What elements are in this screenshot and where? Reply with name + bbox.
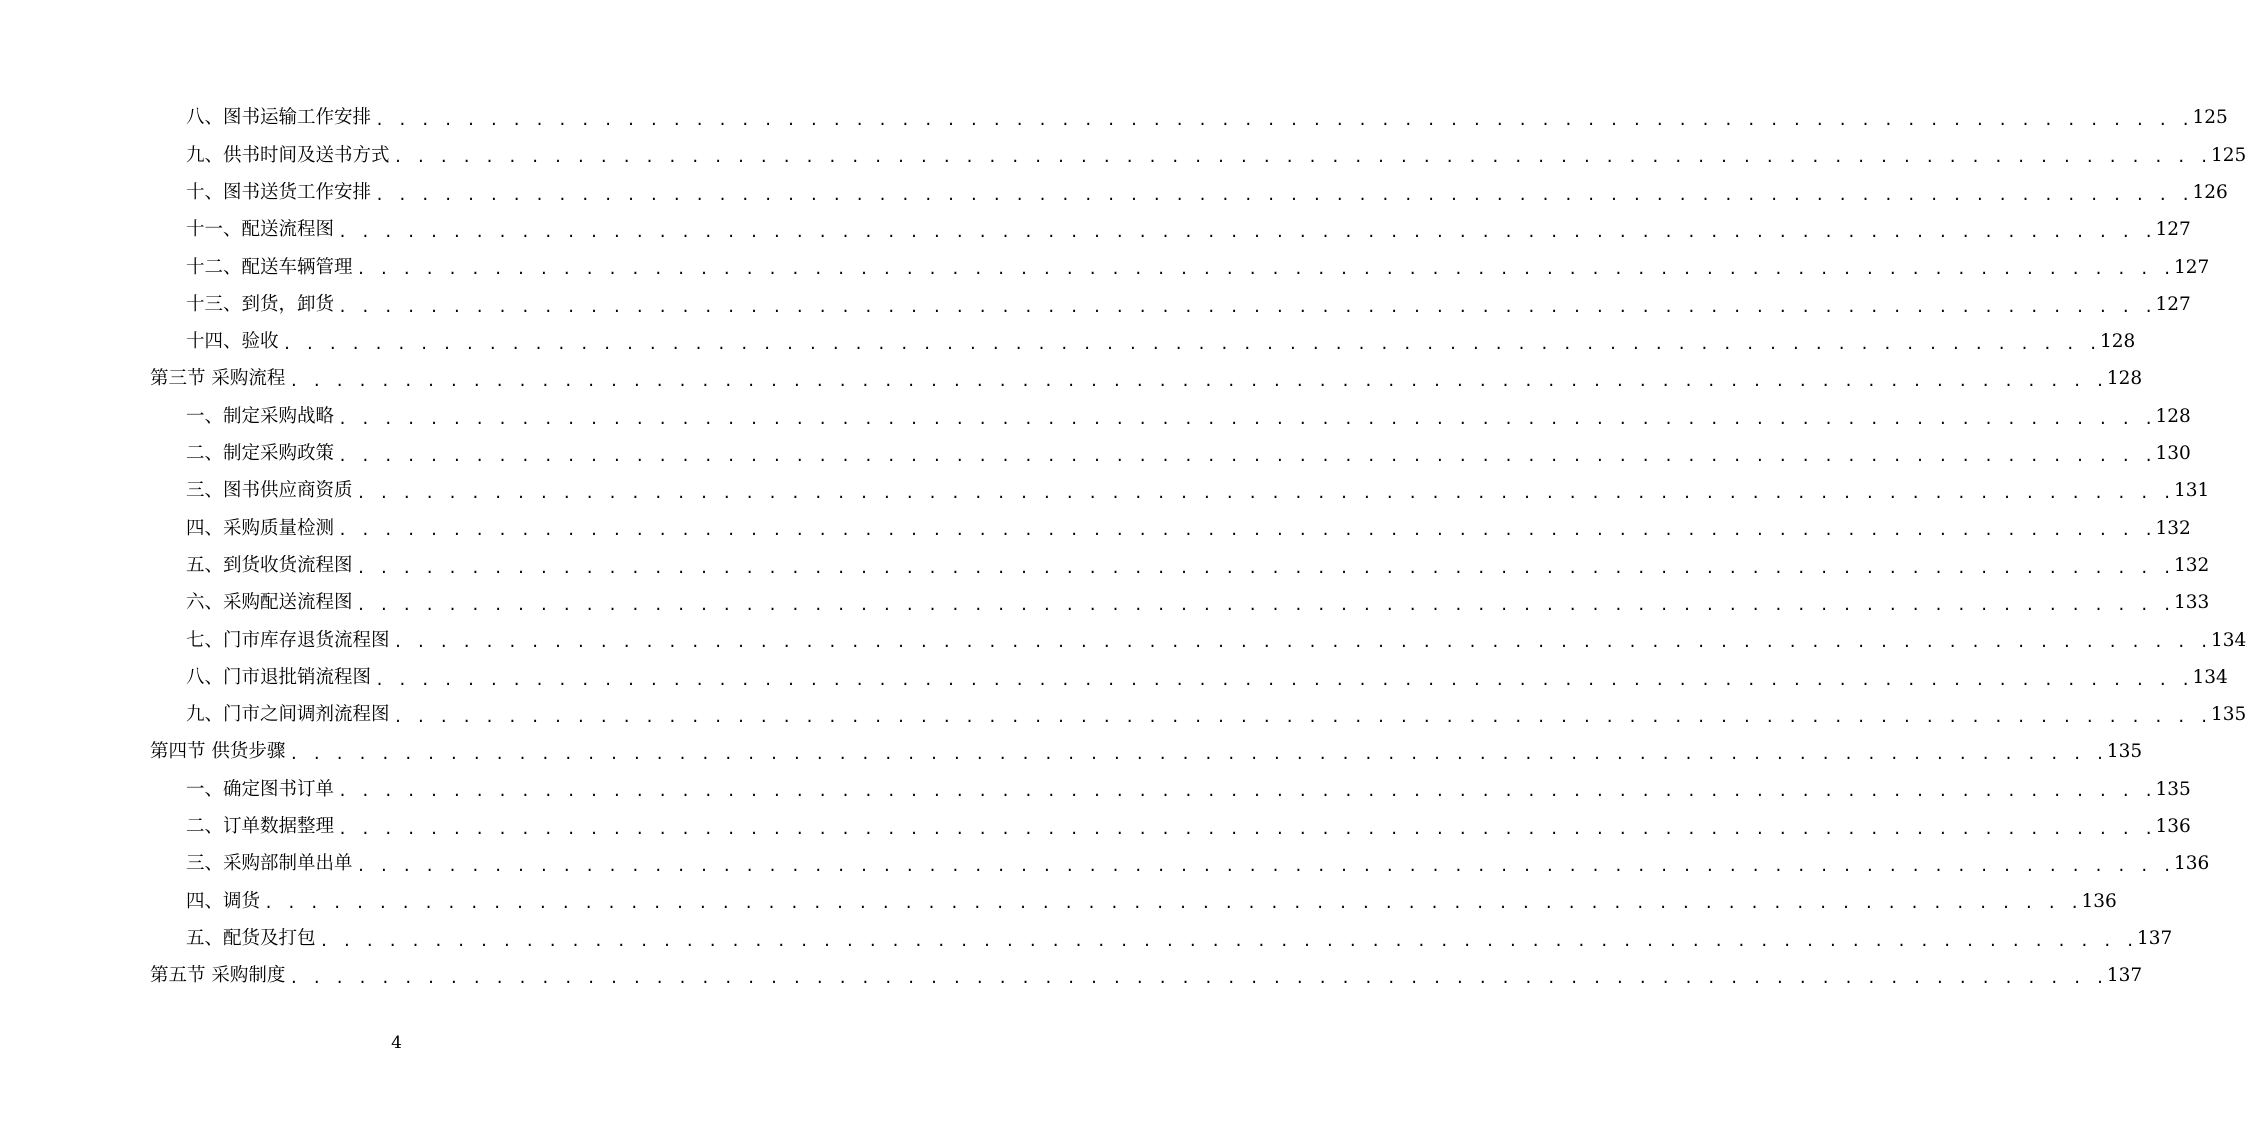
toc-entry-page-number: 135 <box>2106 741 2143 763</box>
toc-entry-label: 六、采购配送流程图 <box>186 592 353 614</box>
toc-entry-page-number: 135 <box>2155 778 2191 800</box>
toc-entry-label: 三、图书供应商资质 <box>186 480 353 502</box>
toc-section-entry[interactable] <box>0 958 2143 995</box>
toc-entry-label: 四、调货 <box>186 890 261 912</box>
toc-entry[interactable] <box>0 324 2136 361</box>
toc-entry-label: 五、配货及打包 <box>186 927 316 949</box>
dot-leader: . . . . . . . . . . . . . . . . . . . . . . . . . . . . . . . . . . . . . . . . . . . . . . . . . . . . . . . . . . . . . . . . . . . . . . . . . . . . . . . . <box>319 931 2138 950</box>
toc-entry-page-number: 134 <box>2192 666 2228 688</box>
dot-leader: . . . . . . . . . . . . . . . . . . . . . . . . . . . . . . . . . . . . . . . . . . . . . . . . . . . . . . . . . . . . . . . . . . . . . . . . . . . . . . . . <box>289 968 2107 987</box>
toc-entry[interactable] <box>0 286 2191 323</box>
toc-entry[interactable] <box>0 659 2228 696</box>
toc-entry[interactable] <box>0 921 2173 958</box>
toc-entry[interactable] <box>0 510 2191 547</box>
toc-entry-page-number: 135 <box>2211 704 2246 726</box>
toc-entry-label: 五、到货收货流程图 <box>186 554 353 576</box>
dot-leader: . . . . . . . . . . . . . . . . . . . . . . . . . . . . . . . . . . . . . . . . . . . . . . . . . . . . . . . . . . . . . . . . . . . . . . . . . . . . . . . . <box>282 334 2101 353</box>
dot-leader: . . . . . . . . . . . . . . . . . . . . . . . . . . . . . . . . . . . . . . . . . . . . . . . . . . . . . . . . . . . . . . . . . . . . . . . . . . . . . . . . <box>393 148 2212 167</box>
toc-entry-page-number: 127 <box>2155 293 2191 315</box>
dot-leader: . . . . . . . . . . . . . . . . . . . . . . . . . . . . . . . . . . . . . . . . . . . . . . . . . . . . . . . . . . . . . . . . . . . . . . . . . . . . . . . . <box>356 596 2175 614</box>
table-of-contents <box>0 100 2246 995</box>
toc-entry-label: 八、图书运输工作安排 <box>186 107 372 129</box>
toc-entry-page-number: 128 <box>2155 405 2191 427</box>
dot-leader: . . . . . . . . . . . . . . . . . . . . . . . . . . . . . . . . . . . . . . . . . . . . . . . . . . . . . . . . . . . . . . . . . . . . . . . . . . . . . . . . <box>356 558 2175 577</box>
toc-entry[interactable] <box>0 585 2210 622</box>
toc-entry-page-number: 131 <box>2174 480 2210 502</box>
toc-entry-page-number: 136 <box>2155 816 2191 838</box>
toc-entry[interactable] <box>0 771 2191 808</box>
toc-entry[interactable] <box>0 697 2246 734</box>
toc-entry-page-number: 127 <box>2155 219 2191 241</box>
page-number: 4 <box>391 1033 402 1053</box>
toc-entry-page-number: 134 <box>2211 629 2246 651</box>
toc-entry-label: 十三、到货，卸货 <box>186 293 335 315</box>
dot-leader: . . . . . . . . . . . . . . . . . . . . . . . . . . . . . . . . . . . . . . . . . . . . . . . . . . . . . . . . . . . . . . . . . . . . . . . . . . . . . . . . <box>338 409 2156 428</box>
toc-entry-label: 一、制定采购战略 <box>186 405 335 427</box>
toc-entry-label: 第五节 采购制度 <box>150 965 286 987</box>
toc-entry[interactable] <box>0 548 2210 585</box>
toc-entry-label: 二、订单数据整理 <box>186 816 335 838</box>
toc-entry-label: 九、门市之间调剂流程图 <box>186 704 390 726</box>
dot-leader: . . . . . . . . . . . . . . . . . . . . . . . . . . . . . . . . . . . . . . . . . . . . . . . . . . . . . . . . . . . . . . . . . . . . . . . . . . . . . . . . <box>356 260 2175 279</box>
toc-entry-page-number: 136 <box>2174 853 2210 875</box>
toc-entry[interactable] <box>0 883 2117 920</box>
toc-entry-page-number: 136 <box>2081 890 2117 912</box>
toc-entry-label: 九、供书时间及送书方式 <box>186 144 390 166</box>
toc-entry[interactable] <box>0 398 2191 435</box>
dot-leader: . . . . . . . . . . . . . . . . . . . . . . . . . . . . . . . . . . . . . . . . . . . . . . . . . . . . . . . . . . . . . . . . . . . . . . . . . . . . . . . . <box>356 484 2175 503</box>
toc-entry-page-number: 128 <box>2100 331 2136 353</box>
dot-leader: . . . . . . . . . . . . . . . . . . . . . . . . . . . . . . . . . . . . . . . . . . . . . . . . . . . . . . . . . . . . . . . . . . . . . . . . . . . . . . . . <box>289 745 2107 764</box>
dot-leader: . . . . . . . . . . . . . . . . . . . . . . . . . . . . . . . . . . . . . . . . . . . . . . . . . . . . . . . . . . . . . . . . . . . . . . . . . . . . . . . . <box>338 297 2156 316</box>
toc-entry[interactable] <box>0 436 2191 473</box>
toc-entry-page-number: 128 <box>2106 368 2143 390</box>
toc-entry-label: 十二、配送车辆管理 <box>186 256 353 278</box>
toc-entry-page-number: 133 <box>2174 592 2210 614</box>
toc-entry[interactable] <box>0 473 2210 510</box>
toc-entry-page-number: 130 <box>2155 443 2191 465</box>
toc-entry-label: 十一、配送流程图 <box>186 219 335 241</box>
toc-entry-label: 一、确定图书订单 <box>186 778 335 800</box>
toc-entry-label: 第四节 供货步骤 <box>150 741 286 763</box>
toc-section-entry[interactable] <box>0 734 2143 771</box>
toc-entry-label: 二、制定采购政策 <box>186 443 335 465</box>
toc-entry[interactable] <box>0 809 2191 846</box>
toc-entry-page-number: 125 <box>2192 107 2228 129</box>
dot-leader: . . . . . . . . . . . . . . . . . . . . . . . . . . . . . . . . . . . . . . . . . . . . . . . . . . . . . . . . . . . . . . . . . . . . . . . . . . . . . . . . <box>375 670 2193 689</box>
toc-entry[interactable] <box>0 212 2191 249</box>
toc-entry-label: 十、图书送货工作安排 <box>186 181 372 203</box>
toc-entry-label: 四、采购质量检测 <box>186 517 335 539</box>
toc-entry[interactable] <box>0 622 2246 659</box>
toc-entry-page-number: 137 <box>2106 965 2143 987</box>
dot-leader: . . . . . . . . . . . . . . . . . . . . . . . . . . . . . . . . . . . . . . . . . . . . . . . . . . . . . . . . . . . . . . . . . . . . . . . . . . . . . . . . <box>375 185 2193 204</box>
toc-entry-label: 十四、验收 <box>186 331 279 353</box>
dot-leader: . . . . . . . . . . . . . . . . . . . . . . . . . . . . . . . . . . . . . . . . . . . . . . . . . . . . . . . . . . . . . . . . . . . . . . . . . . . . . . . . <box>393 633 2212 652</box>
toc-entry-page-number: 132 <box>2155 517 2191 539</box>
toc-entry-label: 第三节 采购流程 <box>150 368 286 390</box>
dot-leader: . . . . . . . . . . . . . . . . . . . . . . . . . . . . . . . . . . . . . . . . . . . . . . . . . . . . . . . . . . . . . . . . . . . . . . . . . . . . . . . . <box>338 521 2156 540</box>
dot-leader: . . . . . . . . . . . . . . . . . . . . . . . . . . . . . . . . . . . . . . . . . . . . . . . . . . . . . . . . . . . . . . . . . . . . . . . . . . . . . . . . <box>393 707 2212 726</box>
toc-section-entry[interactable] <box>0 361 2143 398</box>
toc-entry[interactable] <box>0 249 2210 286</box>
dot-leader: . . . . . . . . . . . . . . . . . . . . . . . . . . . . . . . . . . . . . . . . . . . . . . . . . . . . . . . . . . . . . . . . . . . . . . . . . . . . . . . . <box>356 857 2175 876</box>
toc-entry[interactable] <box>0 137 2246 174</box>
toc-entry[interactable] <box>0 100 2228 137</box>
dot-leader: . . . . . . . . . . . . . . . . . . . . . . . . . . . . . . . . . . . . . . . . . . . . . . . . . . . . . . . . . . . . . . . . . . . . . . . . . . . . . . . . <box>338 819 2156 838</box>
toc-entry-page-number: 137 <box>2137 927 2173 949</box>
toc-entry[interactable] <box>0 175 2228 212</box>
toc-entry-page-number: 126 <box>2192 181 2228 203</box>
toc-entry-label: 七、门市库存退货流程图 <box>186 629 390 651</box>
dot-leader: . . . . . . . . . . . . . . . . . . . . . . . . . . . . . . . . . . . . . . . . . . . . . . . . . . . . . . . . . . . . . . . . . . . . . . . . . . . . . . . . <box>338 446 2156 465</box>
dot-leader: . . . . . . . . . . . . . . . . . . . . . . . . . . . . . . . . . . . . . . . . . . . . . . . . . . . . . . . . . . . . . . . . . . . . . . . . . . . . . . . . <box>338 782 2156 801</box>
dot-leader: . . . . . . . . . . . . . . . . . . . . . . . . . . . . . . . . . . . . . . . . . . . . . . . . . . . . . . . . . . . . . . . . . . . . . . . . . . . . . . . . <box>375 111 2193 130</box>
toc-entry-label: 八、门市退批销流程图 <box>186 666 372 688</box>
toc-entry[interactable] <box>0 846 2210 883</box>
toc-entry-page-number: 127 <box>2174 256 2210 278</box>
dot-leader: . . . . . . . . . . . . . . . . . . . . . . . . . . . . . . . . . . . . . . . . . . . . . . . . . . . . . . . . . . . . . . . . . . . . . . . . . . . . . . . . <box>289 372 2107 391</box>
toc-entry-label: 三、采购部制单出单 <box>186 853 353 875</box>
dot-leader: . . . . . . . . . . . . . . . . . . . . . . . . . . . . . . . . . . . . . . . . . . . . . . . . . . . . . . . . . . . . . . . . . . . . . . . . . . . . . . . . <box>264 894 2082 913</box>
dot-leader: . . . . . . . . . . . . . . . . . . . . . . . . . . . . . . . . . . . . . . . . . . . . . . . . . . . . . . . . . . . . . . . . . . . . . . . . . . . . . . . . <box>338 223 2156 242</box>
toc-entry-page-number: 132 <box>2174 554 2210 576</box>
toc-entry-page-number: 125 <box>2211 144 2246 166</box>
